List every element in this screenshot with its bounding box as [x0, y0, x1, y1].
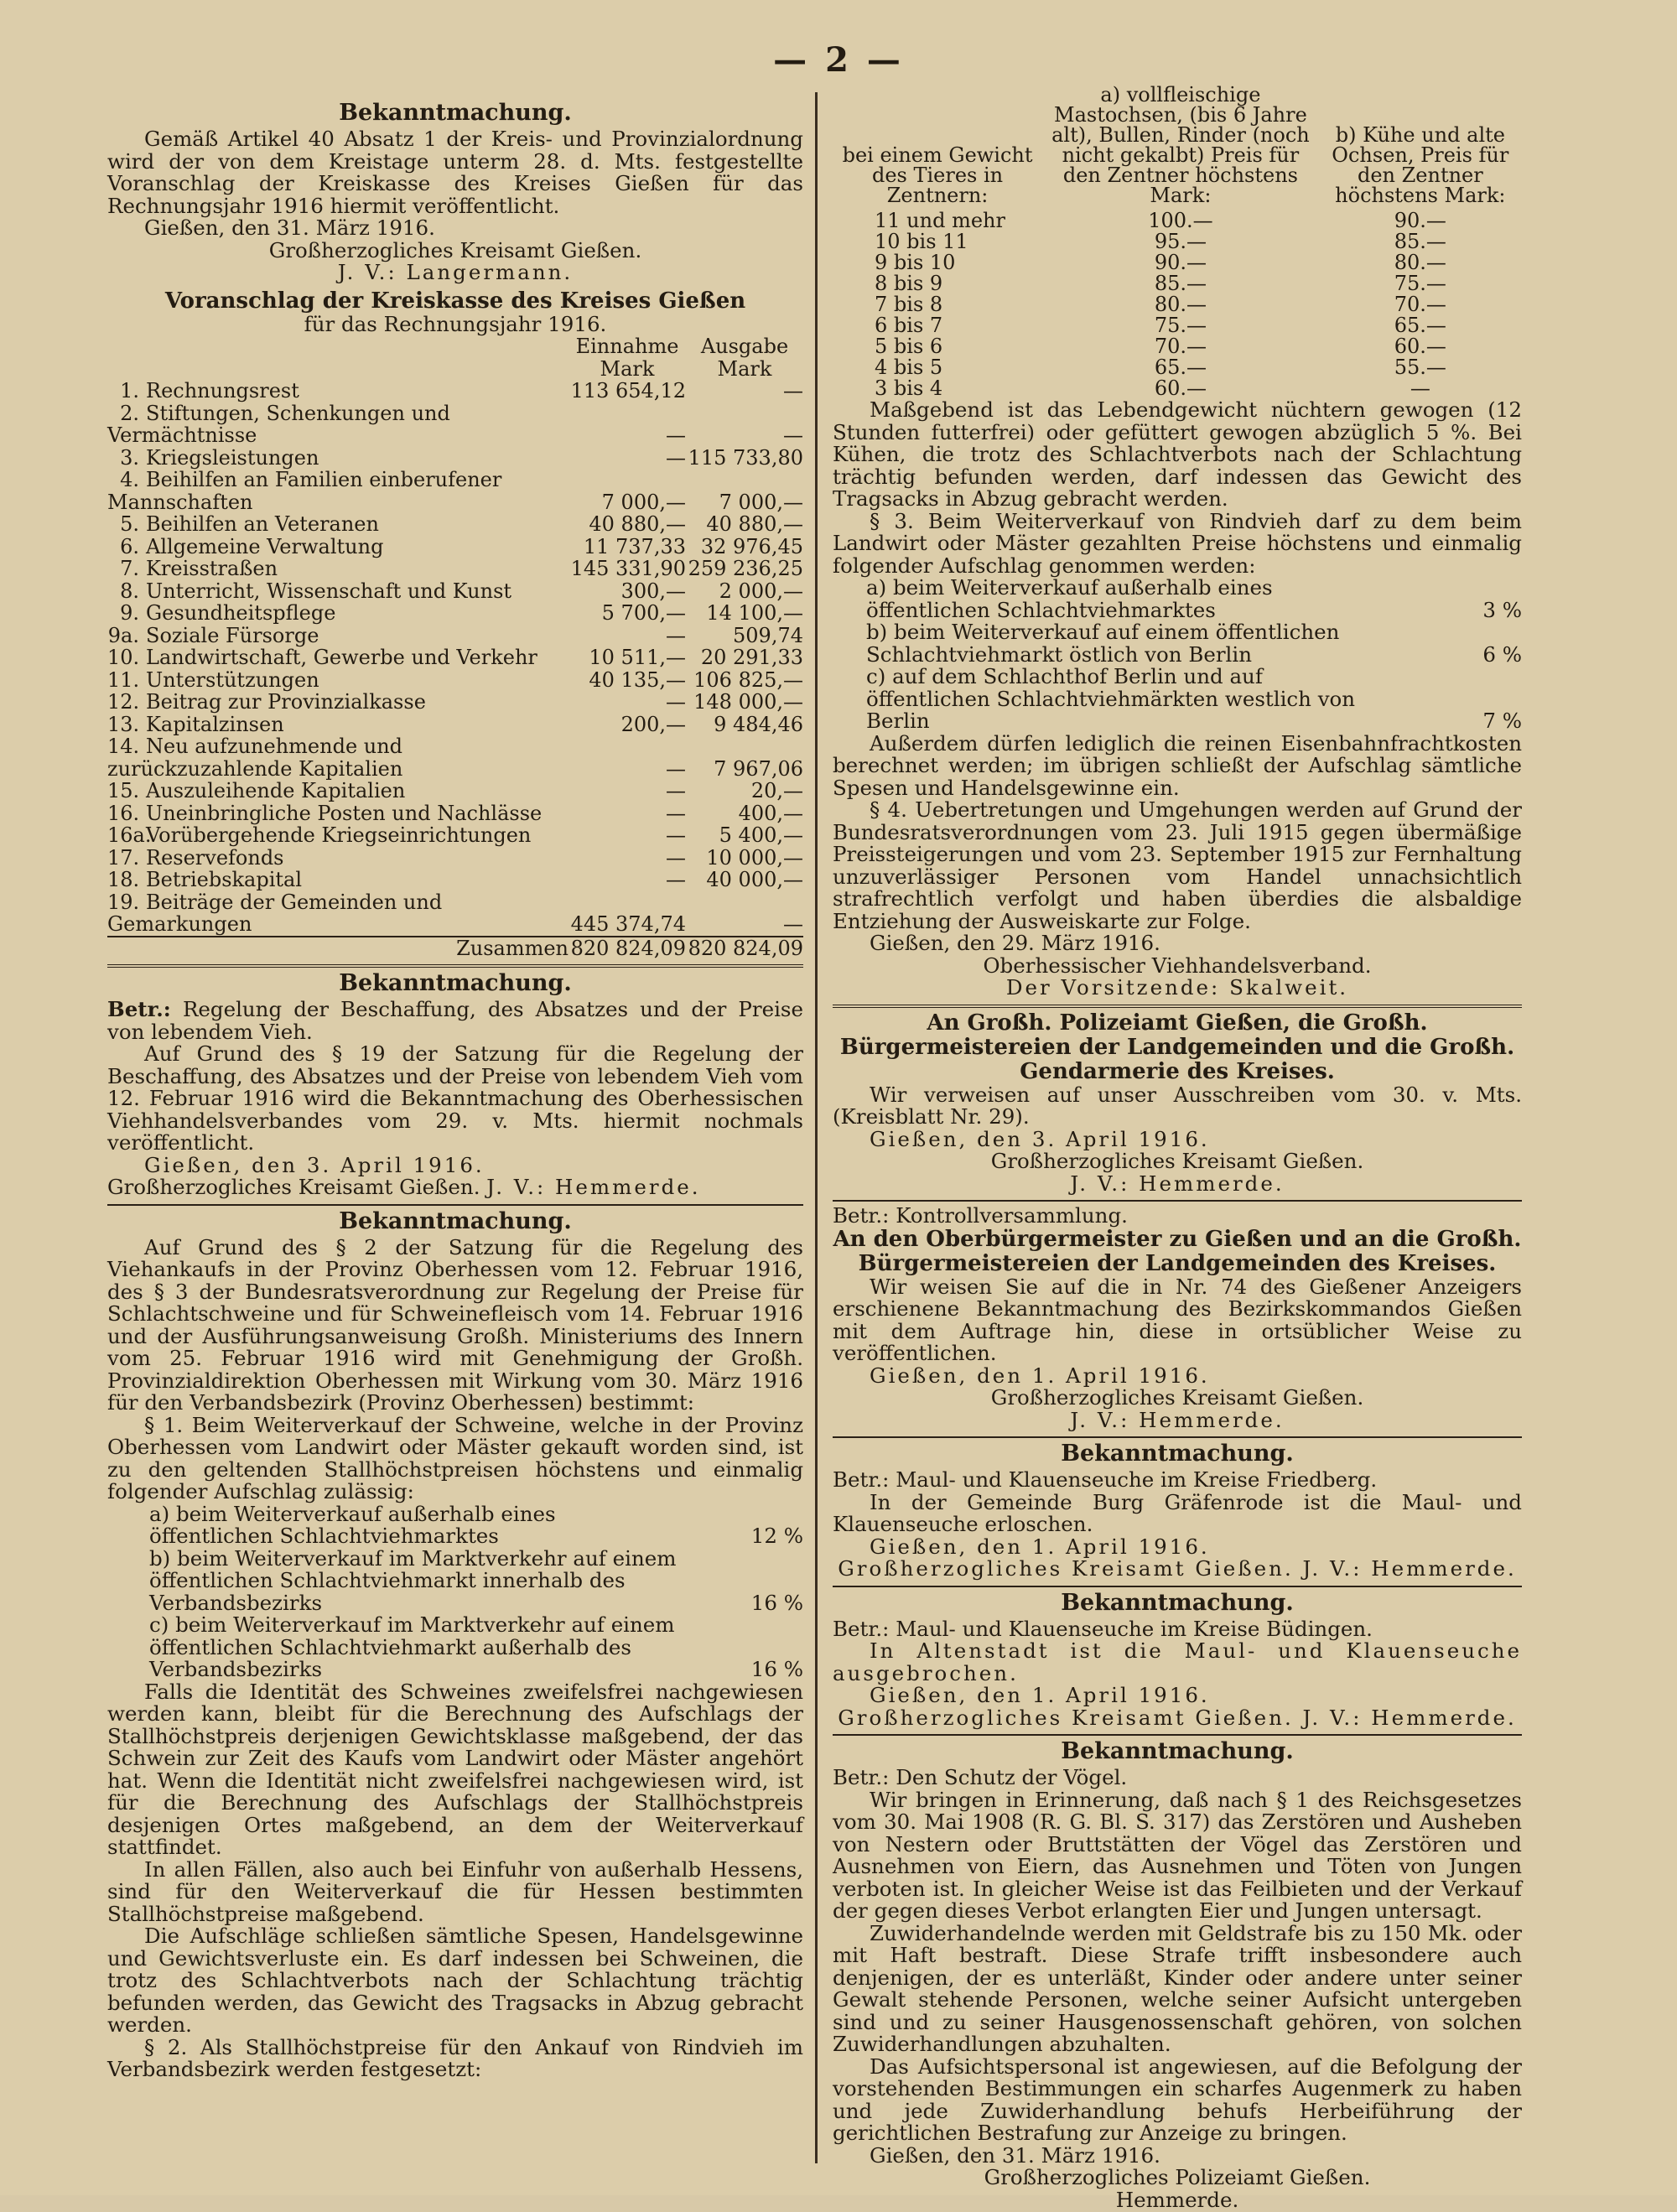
budget-item — [107, 558, 569, 580]
budget-item-number: 16a. — [107, 823, 152, 847]
budget-item-number: 11. — [107, 667, 140, 692]
budget-item-expense: 14 100,— — [706, 601, 803, 625]
price-row — [833, 210, 1522, 231]
budget-item-income: 5 700,— — [601, 601, 686, 625]
budget-item — [107, 402, 569, 447]
budget-item-label: Kriegsleistungen — [146, 445, 319, 470]
budget-row — [107, 646, 803, 669]
budget-item-expense: 509,74 — [733, 623, 803, 647]
price-weight: 7 bis 8 — [875, 293, 943, 316]
budget-col-income: Einnahme Mark — [575, 335, 679, 381]
col-a-header: a) vollfleischige Mastochsen, (bis 6 Jahre alt), Bullen, Rinder (noch nicht gekalbt) Preis für den Zentner höchstens Mark: — [1051, 83, 1310, 207]
budget-item-label: Stiftungen, Schenkungen und Vermächtnisse — [107, 401, 450, 447]
budget-item-income: — — [666, 445, 686, 470]
paragraph: In allen Fällen, also auch bei Einfuhr von außerhalb Hessens, sind für den Weiterverkauf die für Hessen bestimmten Stallhöchstpreise maßgebend. — [107, 1856, 803, 1926]
budget-row — [107, 513, 803, 536]
price-a: 75.— — [1154, 314, 1207, 337]
budget-row — [107, 580, 803, 603]
budget-row — [107, 602, 803, 625]
paragraph: Maßgebend ist das Lebendgewicht nüchtern gewogen (12 Stunden futterfrei) oder gefüttert gewogen abzüglich 5 %. Bei Kühen, die trotz des Schlachtverbots nach der Schlachtung trächtig befunden werden, darf indessen das Gewicht des Tragsacks in Abzug gebracht werden. — [833, 397, 1522, 511]
price-row — [833, 273, 1522, 294]
budget-item-expense: 20,— — [750, 779, 803, 802]
budget-item-label: Soziale Fürsorge — [146, 623, 319, 647]
price-row — [833, 252, 1522, 273]
surcharge-percent: 7 % — [1482, 709, 1522, 733]
betr-text: Betr.: Kontrollversammlung. — [833, 1203, 1128, 1228]
notice-budget-publication — [107, 101, 803, 284]
notice-date: Gießen, den 1. April 1916. — [870, 1534, 1210, 1559]
betr-text: Regelung der Beschaffung, des Absatzes und der Preise von lebendem Vieh. — [107, 997, 804, 1044]
budget-item-label: Kapitalzinsen — [146, 712, 284, 736]
price-row — [833, 231, 1522, 252]
notice-office: Großherzogliches Kreisamt Gießen. — [990, 1149, 1364, 1173]
price-weight: 10 bis 11 — [875, 230, 968, 253]
budget-row — [107, 625, 803, 647]
budget-item-label: Auszuleihende Kapitalien — [146, 779, 406, 802]
budget-item-income: 40 135,— — [589, 667, 686, 692]
budget-item-income: 7 000,— — [601, 490, 686, 514]
budget-row — [107, 824, 803, 847]
notice-heading: An Großh. Polizeiamt Gießen, die Großh. Bürgermeistereien der Landgemeinden und die Großh. Gendarmerie des Kreises. — [839, 1010, 1515, 1084]
section-divider — [107, 964, 803, 968]
budget-item-expense: 40 000,— — [706, 868, 803, 891]
notice-office: Großherzogliches Kreisamt Gießen. J. V.: Hemmerde. — [838, 1705, 1517, 1730]
budget-item-label: Landwirtschaft, Gewerbe und Verkehr — [146, 646, 537, 669]
budget-row — [107, 847, 803, 870]
budget-item — [107, 447, 569, 470]
price-b: 80.— — [1394, 251, 1446, 274]
budget-item-income: 145 331,90 — [570, 557, 686, 580]
budget-item-income: 113 654,12 — [570, 379, 686, 402]
notice-heading: An den Oberbürgermeister zu Gießen und an die Großh. Bürgermeistereien der Landgemeinden des Kreises. — [833, 1226, 1522, 1276]
price-b: 60.— — [1394, 335, 1446, 358]
notice-signature: J. V.: Hemmerde. — [1070, 1171, 1285, 1196]
notice-heading: Bekanntmachung. — [1061, 1441, 1294, 1467]
col-weight-header: bei einem Gewicht des Tieres in Zentnern: — [842, 143, 1033, 207]
price-weight: 3 bis 4 — [875, 376, 943, 400]
budget-item-label: Reservefonds — [146, 845, 284, 870]
cattle-price-table — [833, 84, 1522, 399]
budget-item-income: — — [666, 756, 686, 781]
budget-table — [107, 335, 803, 959]
budget-item-income: — — [666, 868, 686, 891]
notice-office: Großherzogliches Kreisamt Gießen. — [107, 1175, 480, 1199]
budget-item-label: Vorübergehende Kriegseinrichtungen — [146, 823, 532, 847]
price-b: 70.— — [1394, 293, 1446, 316]
budget-item-number: 18. — [107, 868, 140, 891]
budget-col-expense: Ausgabe Mark — [700, 335, 789, 381]
price-a: 85.— — [1154, 272, 1207, 295]
budget-item-number: 7. — [120, 557, 139, 580]
betr-text: Betr.: Den Schutz der Vögel. — [833, 1765, 1128, 1789]
budget-item-expense: — — [783, 912, 803, 936]
budget-item-number: 9. — [120, 601, 139, 625]
budget-item — [107, 780, 569, 802]
budget-item-expense: 400,— — [738, 801, 803, 825]
surcharge-label: b) beim Weiterverkauf im Marktverkehr auf einem öffentlichen Schlachtviehmarkt innerhalb des Verbandsbezirks — [149, 1545, 677, 1615]
budget-item-income: 10 511,— — [589, 646, 686, 669]
budget-item-expense: — — [783, 423, 803, 447]
surcharge-list — [107, 1503, 803, 1681]
budget-item-income: — — [666, 690, 686, 714]
budget-item-number: 8. — [120, 579, 139, 603]
budget-item-income: — — [666, 423, 686, 447]
budget-item-number: 6. — [120, 534, 139, 558]
surcharge-item — [149, 1545, 803, 1615]
notice-pig-surcharge — [107, 1209, 803, 2081]
betr-label: Betr.: — [107, 997, 171, 1021]
price-a: 70.— — [1154, 335, 1207, 358]
surcharge-label: c) beim Weiterverkauf im Marktverkehr auf einem öffentlichen Schlachtviehmarkt außerhalb des Verbandsbezirks — [149, 1612, 675, 1681]
price-row — [833, 357, 1522, 378]
notice-bird-protection — [833, 1739, 1522, 2211]
budget-item-label: Unterricht, Wissenschaft und Kunst — [146, 579, 512, 603]
notice-body: Wir weisen Sie auf die in Nr. 74 des Gießener Anzeigers erschienene Bekanntmachung des Bezirkskommandos Gießen mit dem Auftrage hin, diese in ortsüblicher Weise zu veröffentlichen. — [833, 1274, 1522, 1365]
budget-item — [107, 824, 569, 847]
budget-item-expense: 9 484,46 — [714, 712, 803, 736]
budget-item-number: 13. — [107, 712, 140, 736]
budget-item — [107, 625, 569, 647]
budget-item-number: 15. — [107, 779, 140, 802]
notice-signature: J. V.: Langermann. — [337, 260, 574, 284]
budget-item-number: 1. — [120, 379, 139, 402]
section-divider — [833, 1734, 1522, 1736]
budget-total-row — [107, 937, 803, 960]
budget-item-label: Betriebskapital — [146, 868, 303, 891]
notice-signature: Der Vorsitzende: Skalweit. — [1005, 975, 1349, 1000]
surcharge-percent: 12 % — [750, 1524, 803, 1548]
budget-item-expense: 7 000,— — [719, 490, 803, 514]
notice-heading: Bekanntmachung. — [1061, 1589, 1294, 1616]
price-a: 90.— — [1154, 251, 1207, 274]
notice-body: In Altenstadt ist die Maul- und Klauenseuche ausgebrochen. — [833, 1638, 1522, 1685]
budget-item-income: — — [666, 823, 686, 847]
budget-row — [107, 802, 803, 825]
surcharge-label: a) beim Weiterverkauf außerhalb eines öffentlichen Schlachtviehmarktes — [149, 1501, 556, 1548]
price-weight: 8 bis 9 — [875, 272, 943, 295]
section-divider — [833, 1200, 1522, 1202]
budget-item-expense: 2 000,— — [719, 579, 803, 603]
budget-item-expense: 20 291,33 — [700, 646, 803, 669]
notice-office: Großherzogliches Polizeiamt Gießen. — [984, 2165, 1371, 2189]
price-b: 85.— — [1394, 230, 1446, 253]
budget-item-number: 12. — [107, 690, 140, 714]
notice-signature: J. V.: Hemmerde. — [486, 1175, 701, 1199]
budget-item-label: Beiträge der Gemeinden und Gemarkungen — [107, 890, 443, 936]
budget-item-expense: — — [783, 379, 803, 402]
col-b-header: b) Kühe und alte Ochsen, Preis für den Zentner höchstens Mark: — [1332, 123, 1509, 207]
budget-item — [107, 802, 569, 825]
paragraph: Die Aufschläge schließen sämtliche Spesen, Handelsgewinne und Gewichtsverluste ein. Es darf indessen bei Schweinen, die trotz des Schlachtverbots nach der Schlachtung trächtig befunden werden, das Gewicht des Tragsacks in Abzug gebracht werden. — [107, 1924, 803, 2037]
notice-body: Gemäß Artikel 40 Absatz 1 der Kreis- und Provinzialordnung wird der von dem Kreistage unterm 28. d. Mts. festgestellte Voranschlag der Kreiskasse des Kreises Gießen für das Rechnungsjahr 1916 hiermit veröffentlicht. — [107, 127, 803, 218]
notice-office: Großherzogliches Kreisamt Gießen. — [268, 237, 642, 262]
budget-item-expense: 10 000,— — [706, 845, 803, 870]
paragraph-s3: § 3. Beim Weiterverkauf von Rindvieh darf zu dem beim Landwirt oder Mäster gezahlten Preise höchstens und einmalig folgender Aufschlag genommen werden: — [833, 508, 1522, 578]
price-a: 65.— — [1154, 356, 1207, 379]
price-row — [833, 336, 1522, 357]
notice-intro: Auf Grund des § 2 der Satzung für die Regelung des Viehankaufs in der Provinz Oberhessen vom 12. Februar 1916, des § 3 der Bundesratsverordnung zur Regelung der Preise für Schlachtschweine und für Schweinefleisch vom 14. Februar 1916 und der Ausführungsanweisung Großh. Ministeriums des Innern vom 25. Februar 1916 wird mit Genehmigung der Großh. Provinzialdirektion Oberhessen mit Wirkung vom 30. März 1916 für den Verbandsbezirk (Provinz Oberhessen) bestimmt: — [107, 1234, 803, 1415]
paragraph-s4: § 4. Uebertretungen und Umgehungen werden auf Grund der Bundesratsverordnungen vom 23. Juli 1915 gegen übermäßige Preissteigerungen und vom 23. September 1915 zur Fernhaltung unzuverlässiger Personen vom Handel unnachsichtlich strafrechtlich verfolgt und haben überdies die alsbaldige Entziehung der Ausweiskarte zur Folge. — [833, 797, 1522, 933]
paragraph-s2: § 2. Als Stallhöchstpreise für den Ankauf von Rindvieh im Verbandsbezirk werden festgesetzt: — [107, 2034, 803, 2081]
budget-row — [107, 691, 803, 714]
price-a: 95.— — [1154, 230, 1207, 253]
surcharge-percent: 6 % — [1482, 641, 1522, 667]
surcharge-percent: 16 % — [750, 1657, 803, 1681]
surcharge-item — [866, 621, 1522, 666]
surcharge-item — [866, 666, 1522, 733]
budget-item-expense: 32 976,45 — [700, 534, 803, 558]
budget-item-label: Gesundheitspflege — [146, 601, 336, 625]
budget-total-expense: 820 824,09 — [686, 937, 803, 960]
budget-item-number: 2. — [120, 401, 139, 425]
price-b: — — [1410, 376, 1430, 400]
budget-item — [107, 714, 569, 736]
budget-item — [107, 646, 569, 669]
section-divider — [833, 1436, 1522, 1438]
budget-item — [107, 669, 569, 692]
budget-row — [107, 780, 803, 802]
paragraph: Zuwiderhandelnde werden mit Geldstrafe bis zu 150 Mk. oder mit Haft bestraft. Diese Strafe trifft insbesondere auch denjenigen, der es unterläßt, Kinder oder andere unter seiner Gewalt stehende Personen, welche seiner Aufsicht untergeben sind und zu seiner Hausgenossenschaft gehören, von solchen Zuwiderhandlungen abzuhalten. — [833, 1920, 1522, 2056]
price-b: 55.— — [1394, 356, 1446, 379]
budget-item-income: 300,— — [620, 579, 686, 603]
notice-office: Oberhessischer Viehhandelsverband. — [983, 953, 1372, 978]
budget-subtitle: für das Rechnungsjahr 1916. — [304, 311, 607, 336]
budget-item-income: — — [666, 801, 686, 825]
notice-date: Gießen, den 31. März 1916. — [144, 215, 435, 240]
notice-date: Gießen, den 29. März 1916. — [870, 931, 1160, 955]
budget-item-expense: 5 400,— — [719, 823, 803, 847]
notice-body: In der Gemeinde Burg Gräfenrode ist die Maul- und Klauenseuche erloschen. — [833, 1489, 1522, 1536]
budget-item — [107, 869, 569, 891]
surcharge-percent: 3 % — [1482, 597, 1522, 622]
section-divider — [833, 1005, 1522, 1008]
price-weight: 9 bis 10 — [875, 251, 956, 274]
notice-signature: Hemmerde. — [1115, 2187, 1239, 2212]
budget-row — [107, 735, 803, 780]
budget-item-number: 9a. — [107, 623, 139, 647]
paragraph-s1: § 1. Beim Weiterverkauf der Schweine, welche in der Provinz Oberhessen vom Landwirt oder Mäster gekauft worden sind, ist zu den geltenden Stallhöchstpreisen höchstens und einmalig folgender Aufschlag zulässig: — [107, 1412, 803, 1503]
budget-item-expense: 259 236,25 — [688, 557, 803, 580]
budget-item-expense: 106 825,— — [693, 667, 803, 692]
budget-item-income: — — [666, 779, 686, 802]
budget-item — [107, 602, 569, 625]
budget-row — [107, 669, 803, 692]
budget-item-number: 17. — [107, 845, 140, 870]
budget-item-label: Uneinbringliche Posten und Nachlässe — [146, 801, 543, 825]
page-number: — 2 — — [773, 40, 904, 80]
column-divider — [815, 92, 818, 2163]
budget-total-income: 820 824,09 — [569, 937, 686, 960]
budget-item — [107, 891, 569, 937]
price-b: 65.— — [1394, 314, 1446, 337]
budget-title: Voranschlag der Kreiskasse des Kreises Gießen — [164, 288, 746, 314]
price-row — [833, 294, 1522, 315]
budget-item-number: 19. — [107, 890, 140, 914]
budget-item-number: 16. — [107, 801, 140, 825]
price-b: 90.— — [1394, 209, 1446, 232]
budget-item-income: 40 880,— — [589, 512, 686, 536]
budget-item-expense: 40 880,— — [706, 512, 803, 536]
surcharge-list — [833, 577, 1522, 733]
notice-date: Gießen, den 31. März 1916. — [870, 2142, 1160, 2168]
budget-row — [107, 536, 803, 558]
budget-item-label: Allgemeine Verwaltung — [146, 534, 384, 558]
budget-row — [107, 469, 803, 513]
budget-item-label: Beitrag zur Provinzialkasse — [146, 690, 426, 714]
notice-heading: Bekanntmachung. — [339, 970, 572, 996]
surcharge-percent: 16 % — [750, 1590, 803, 1615]
surcharge-item — [866, 577, 1522, 621]
budget-item-number: 10. — [107, 646, 140, 669]
budget-item — [107, 536, 569, 558]
budget-item — [107, 513, 569, 536]
surcharge-label: a) beim Weiterverkauf außerhalb eines öffentlichen Schlachtviehmarktes — [866, 575, 1273, 622]
price-weight: 4 bis 5 — [875, 356, 943, 379]
notice-date: Gießen, den 1. April 1916. — [870, 1683, 1210, 1707]
budget-item-income: — — [666, 623, 686, 647]
budget-item-label: Unterstützungen — [146, 667, 319, 692]
notice-disease-buedingen — [833, 1591, 1522, 1730]
notice-heading: Bekanntmachung. — [339, 1207, 572, 1234]
betr-text: Betr.: Maul- und Klauenseuche im Kreise Friedberg. — [833, 1467, 1378, 1492]
betr-text: Betr.: Maul- und Klauenseuche im Kreise Büdingen. — [833, 1616, 1373, 1641]
section-divider — [833, 1586, 1522, 1587]
paragraph: Außerdem dürfen lediglich die reinen Eisenbahnfrachtkosten berechnet werden; im übrigen schließt der Aufschlag sämtliche Spesen und Handelsgewinne ein. — [833, 730, 1522, 800]
notice-disease-friedberg — [833, 1441, 1522, 1581]
budget-row — [107, 558, 803, 580]
price-weight: 5 bis 6 — [875, 335, 943, 358]
surcharge-item — [149, 1614, 803, 1681]
budget-total-label: Zusammen — [107, 937, 569, 960]
price-row — [833, 315, 1522, 336]
budget-item-number: 14. — [107, 735, 140, 758]
budget-row — [107, 447, 803, 470]
left-column — [107, 99, 803, 2081]
budget-item — [107, 847, 569, 870]
notice-date: Gießen, den 3. April 1916. — [870, 1126, 1210, 1151]
budget-item — [107, 691, 569, 714]
budget-row — [107, 380, 803, 402]
price-weight: 6 bis 7 — [875, 314, 943, 337]
budget-row — [107, 891, 803, 937]
notice-office: Großherzogliches Kreisamt Gießen. J. V.: Hemmerde. — [838, 1556, 1517, 1581]
notice-date: Gießen, den 1. April 1916. — [870, 1363, 1210, 1388]
budget-item-number: 5. — [120, 512, 139, 536]
notice-date: Gießen, den 3. April 1916. — [144, 1152, 485, 1177]
budget-row — [107, 714, 803, 736]
section-divider — [107, 1204, 803, 1206]
paragraph: Falls die Identität des Schweines zweifelsfrei nachgewiesen werden kann, bleibt für die Berechnung des Aufschlags der Stallhöchstpreis derjenigen Gewichtsklasse maßgebend, der das Schwein zur Zeit des Kaufs vom Landwirt oder Mäster angehört hat. Wenn die Identität nicht zweifelsfrei nachgewiesen wird, ist für die Berechnung des Aufschlags der Stallhöchstpreis desjenigen Ortes maßgebend, an dem der Weiterverkauf stattfindet. — [107, 1679, 803, 1859]
budget-item-label: Kreisstraßen — [146, 557, 278, 580]
budget-row — [107, 402, 803, 447]
price-a: 80.— — [1154, 293, 1207, 316]
price-row — [833, 378, 1522, 399]
price-a: 60.— — [1154, 376, 1207, 400]
notice-police-reference — [833, 1011, 1522, 1196]
budget-item-expense: 115 733,80 — [688, 445, 803, 470]
notice-heading: Bekanntmachung. — [1061, 1738, 1294, 1764]
price-a: 100.— — [1148, 209, 1213, 232]
notice-body: Wir verweisen auf unser Ausschreiben vom 30. v. Mts. (Kreisblatt Nr. 29). — [833, 1082, 1522, 1129]
budget-item-label: Neu aufzunehmende und zurückzuzahlende Kapitalien — [107, 735, 403, 781]
budget-item-label: Beihilfen an Familien einberufener Mannschaften — [107, 468, 502, 514]
budget-item-income: — — [666, 845, 686, 870]
surcharge-label: c) auf dem Schlachthof Berlin und auf öffentlichen Schlachtviehmärkten westlich von Berlin — [866, 664, 1356, 733]
notice-heading: Bekanntmachung. — [339, 100, 572, 126]
notice-livestock-regulation — [107, 971, 803, 1199]
notice-body: Auf Grund des § 19 der Satzung für die Regelung der Beschaffung, des Absatzes und der Preise von lebendem Vieh vom 12. Februar 1916 wird die Bekanntmachung des Oberhessischen Viehhandelsverbandes vom 29. v. Mts. hiermit nochmals veröffentlicht. — [107, 1041, 803, 1155]
budget-item-income: 200,— — [620, 712, 686, 736]
price-weight: 11 und mehr — [875, 209, 1005, 232]
notice-control-assembly — [833, 1205, 1522, 1431]
budget-item — [107, 469, 569, 513]
surcharge-item — [149, 1503, 803, 1548]
price-b: 75.— — [1394, 272, 1446, 295]
budget-item-expense: 7 967,06 — [714, 756, 803, 781]
budget-item-number: 3. — [120, 445, 139, 470]
budget-item — [107, 580, 569, 603]
budget-row — [107, 869, 803, 891]
budget-item — [107, 380, 569, 402]
surcharge-label: b) beim Weiterverkauf auf einem öffentlichen Schlachtviehmarkt östlich von Berlin — [866, 620, 1340, 667]
paragraph: Wir bringen in Erinnerung, daß nach § 1 des Reichsgesetzes vom 30. Mai 1908 (R. G. Bl. S. 317) das Zerstören und Ausheben von Nestern oder Bruttstätten der Vögel das Zerstören und Ausnehmen von Eiern, das Ausnehmen und Töten von Jungen verboten ist. In gleicher Weise ist das Feilbieten und der Verkauf der gegen dieses Verbot erlangten Eier und Jungen untersagt. — [833, 1787, 1522, 1923]
budget-item-expense: 148 000,— — [693, 690, 803, 714]
budget-item-income: 11 737,33 — [583, 534, 686, 558]
paragraph: Das Aufsichtspersonal ist angewiesen, auf die Befolgung der vorstehenden Bestimmungen ein scharfes Augenmerk zu haben und jede Zuwiderhandlung behufs Herbeiführung der gerichtlichen Bestrafung zur Anzeige zu bringen. — [833, 2054, 1522, 2145]
budget-item-label: Beihilfen an Veteranen — [146, 512, 379, 536]
budget-item — [107, 735, 569, 780]
right-column — [833, 84, 1522, 2211]
budget-item-label: Rechnungsrest — [146, 379, 299, 402]
budget-item-number: 4. — [120, 468, 139, 491]
notice-signature: J. V.: Hemmerde. — [1070, 1407, 1285, 1432]
budget-section — [107, 289, 803, 960]
budget-item-income: 445 374,74 — [570, 912, 686, 936]
notice-office: Großherzogliches Kreisamt Gießen. — [990, 1385, 1364, 1410]
